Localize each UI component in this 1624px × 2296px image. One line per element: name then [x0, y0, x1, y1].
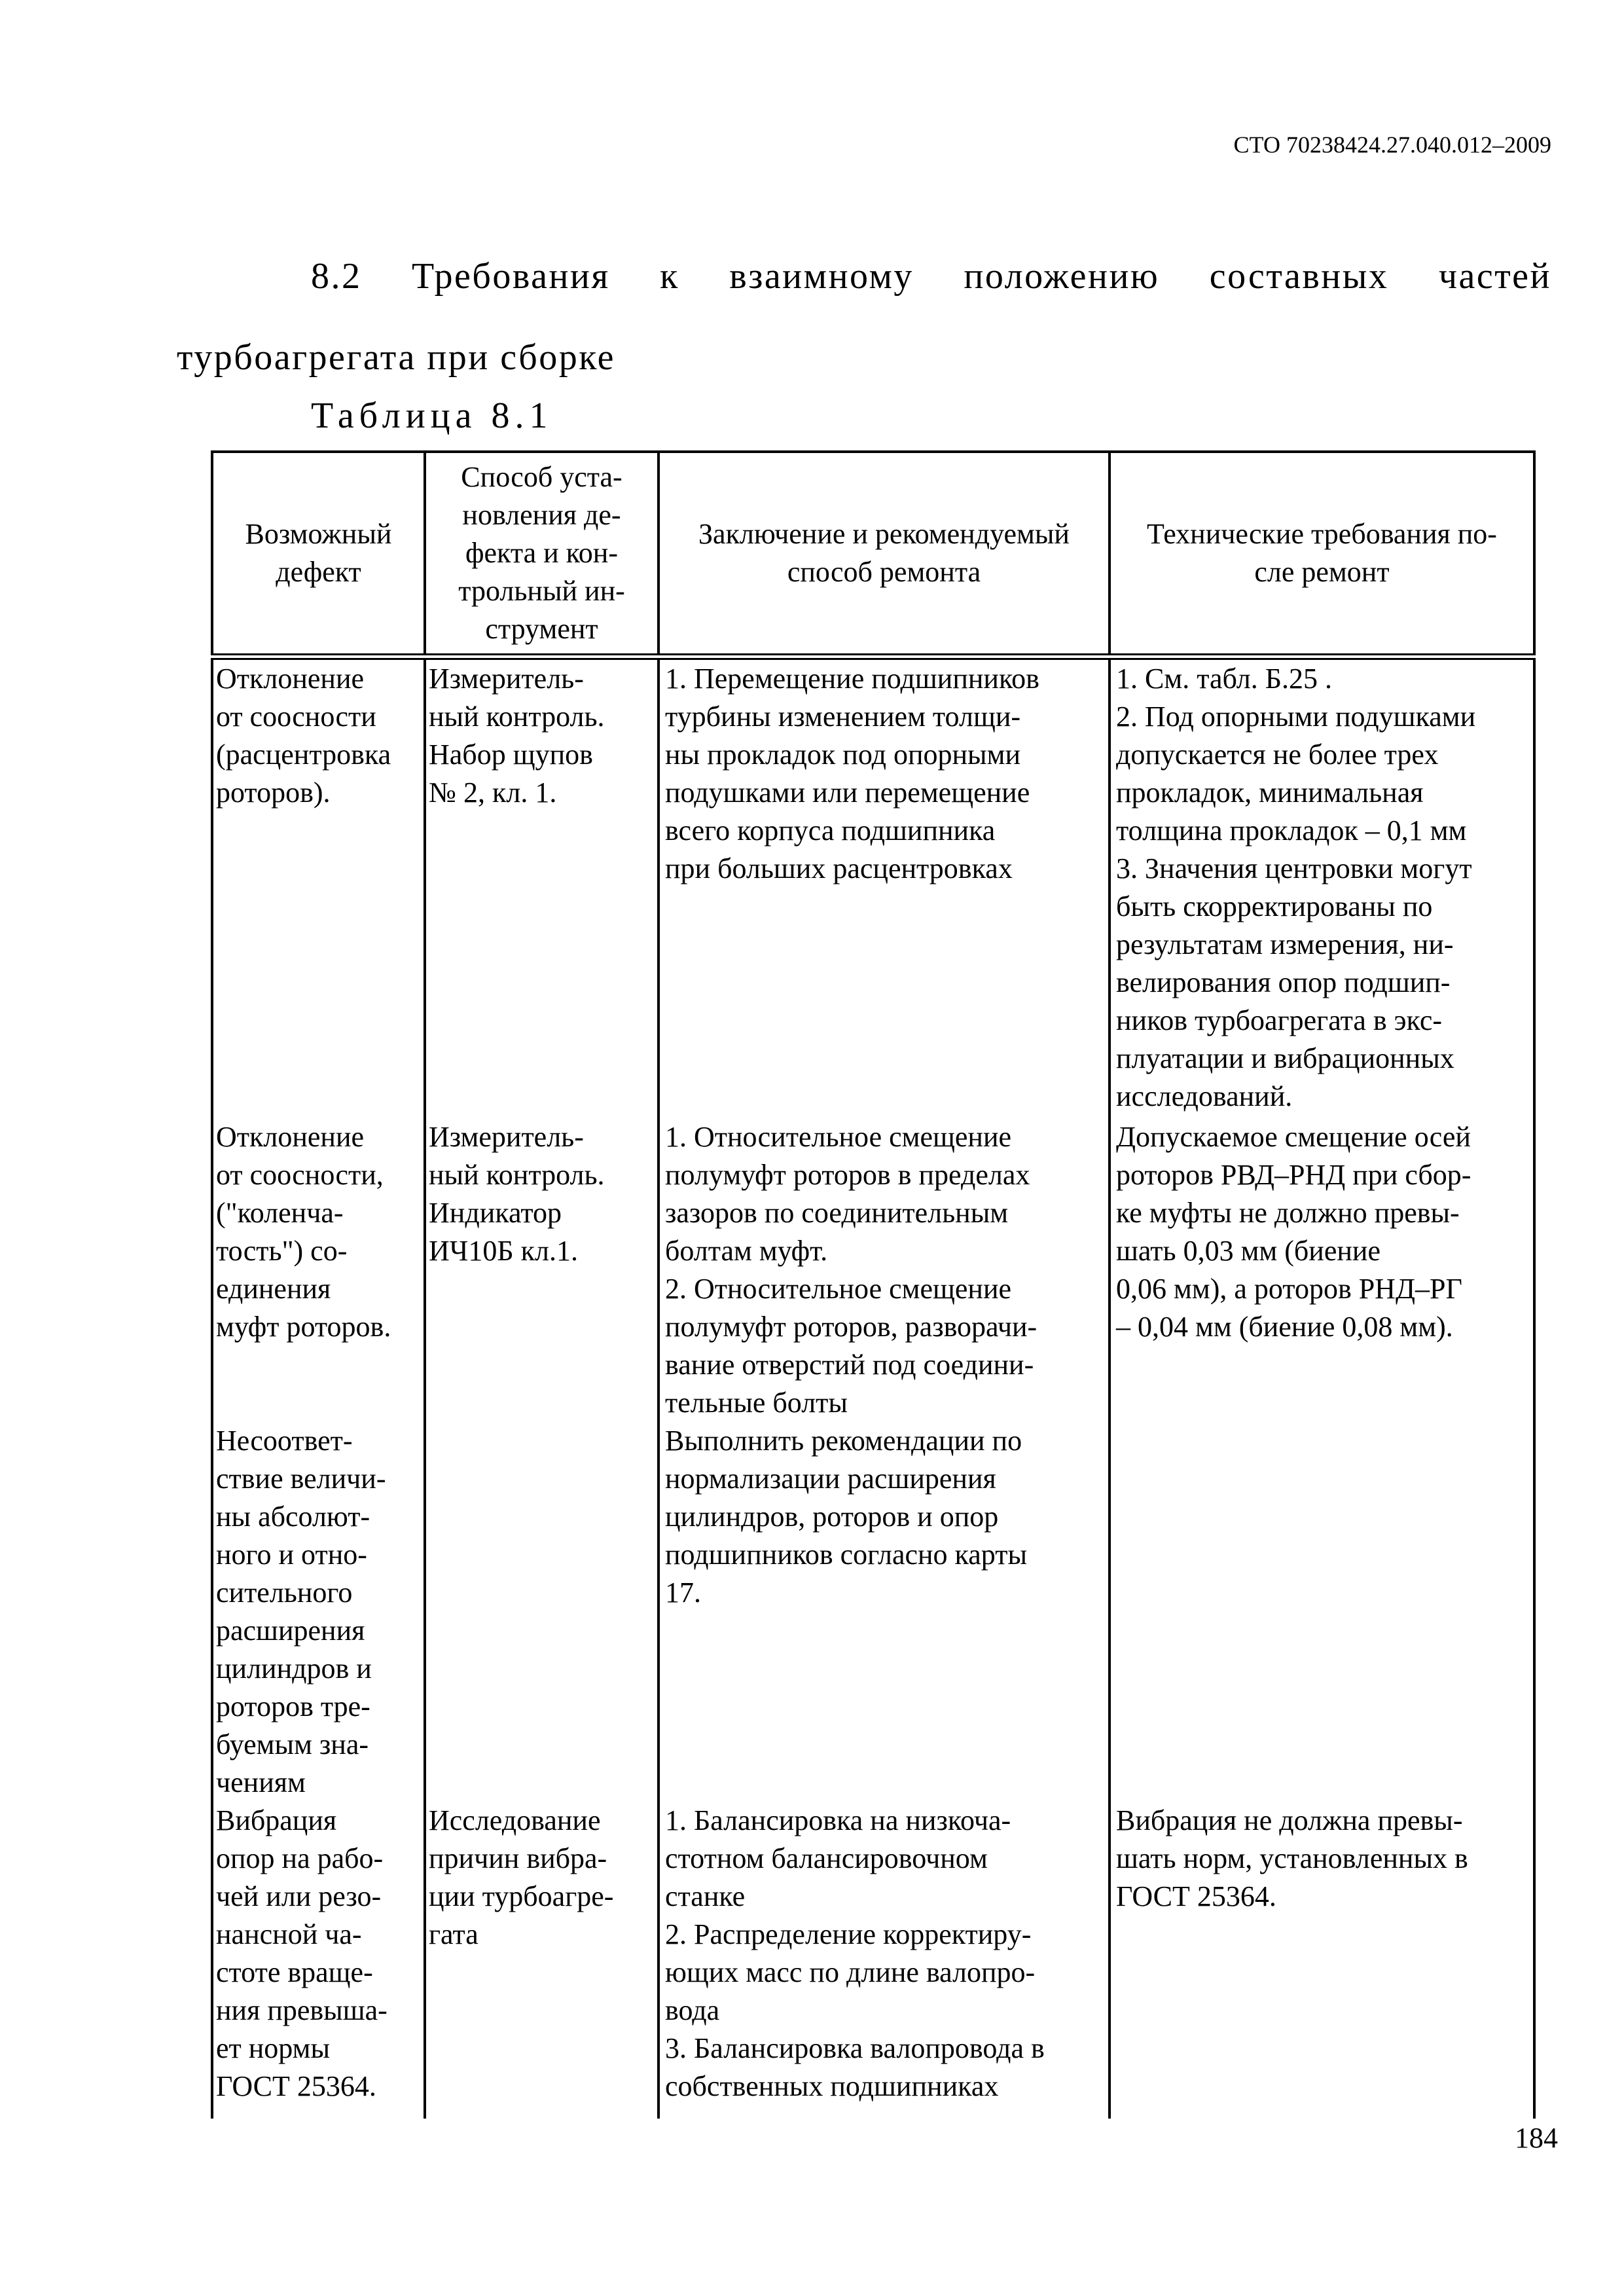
- column-header-requirements: Технические требования по- сле ремонт: [1110, 452, 1534, 657]
- cell-defect: Несоответ- ствие величи- ны абсолют- ного и отно- сительного расширения цилиндров и роторов тре- буемым зна- чениям: [212, 1422, 425, 1802]
- page-number: 184: [1515, 2122, 1558, 2154]
- cell-requirements: Допускаемое смещение осей роторов РВД–РНД при сбор- ке муфты не должно превы- шать 0,03 мм (биение 0,06 мм), а роторов РНД–РГ – 0,04 мм (биение 0,08 мм).: [1110, 1118, 1534, 1422]
- cell-method: Исследование причин вибра- ции турбоагре- гата: [425, 1802, 659, 2119]
- cell-method: Измеритель- ный контроль. Индикатор ИЧ10Б кл.1.: [425, 1118, 659, 1422]
- requirements-table: [211, 450, 1536, 2119]
- cell-defect: Отклонение от соосности, ("коленча- тость") со- единения муфт роторов.: [212, 1118, 425, 1422]
- column-header-remedy: Заключение и рекомендуемый способ ремонта: [659, 452, 1110, 657]
- cell-requirements: [1110, 1422, 1534, 1802]
- cell-defect: Вибрация опор на рабо- чей или резо- нансной ча- стоте враще- ния превыша- ет нормы ГОСТ 25364.: [212, 1802, 425, 2119]
- cell-remedy: 1. Балансировка на низкоча- стотном балансировочном станке 2. Распределение корректиру- ющих масс по длине валопро- вода 3. Балансировка валопровода в собственных подшипниках: [659, 1802, 1110, 2119]
- table-row: [212, 657, 1534, 1118]
- column-header-defect: Возможный дефект: [212, 452, 425, 657]
- cell-remedy: Выполнить рекомендации по нормализации расширения цилиндров, роторов и опор подшипников согласно карты 17.: [659, 1422, 1110, 1802]
- cell-defect: Отклонение от соосности (расцентровка роторов).: [212, 657, 425, 1118]
- table-row: [212, 1422, 1534, 1802]
- table-caption: Таблица 8.1: [311, 395, 553, 436]
- cell-requirements: 1. См. табл. Б.25 . 2. Под опорными подушками допускается не более трех прокладок, минимальная толщина прокладок – 0,1 мм 3. Значения центровки могут быть скорректированы по результатам измерения, ни- велирования опор подшип- ников турбоагрегата в экс- плуатации и вибрационных исследований.: [1110, 657, 1534, 1118]
- table-row: [212, 1802, 1534, 2119]
- column-header-method: Способ уста- новления де- фекта и кон- трольный ин- струмент: [425, 452, 659, 657]
- table-header-row: [212, 452, 1534, 657]
- cell-remedy: 1. Перемещение подшипников турбины изменением толщи- ны прокладок под опорными подушками или перемещение всего корпуса подшипника при больших расцентровках: [659, 657, 1110, 1118]
- table-row: [212, 1118, 1534, 1422]
- cell-requirements: Вибрация не должна превы- шать норм, установленных в ГОСТ 25364.: [1110, 1802, 1534, 2119]
- cell-remedy: 1. Относительное смещение полумуфт роторов в пределах зазоров по соединительным болтам муфт. 2. Относительное смещение полумуфт роторов, разворачи- вание отверстий под соедини- тельные болты: [659, 1118, 1110, 1422]
- section-title: 8.2 Требования к взаимному положению составных частей турбоагрегата при сборке: [177, 256, 1551, 378]
- cell-method: Измеритель- ный контроль. Набор щупов № 2, кл. 1.: [425, 657, 659, 1118]
- cell-method: [425, 1422, 659, 1802]
- standard-designation: СТО 70238424.27.040.012–2009: [1233, 132, 1551, 158]
